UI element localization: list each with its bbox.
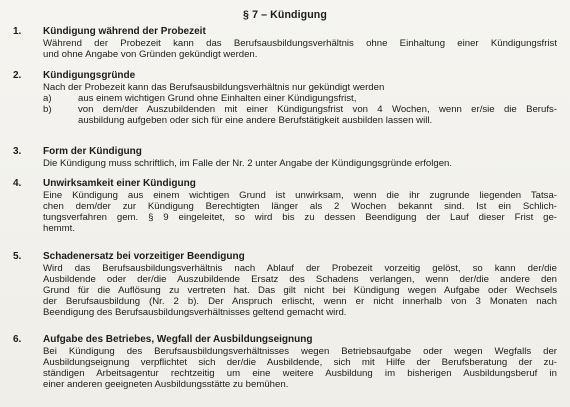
- list-marker: a): [43, 93, 52, 104]
- section-text-line: Ausbildungseignung verpflichtet sich der/die Ausbildende, sich mit Hilfe der Berufsberatung der zu-: [43, 357, 557, 368]
- section-number: 2.: [13, 70, 22, 81]
- list-item-line: ausbildung aufgeben oder sich für eine andere Berufstätigkeit ausbilden lassen will.: [78, 115, 433, 126]
- section-number: 5.: [13, 251, 22, 262]
- section-heading: Kündigung während der Probezeit: [43, 26, 206, 37]
- section-heading: Unwirksamkeit einer Kündigung: [43, 178, 196, 189]
- section-heading: Schadenersatz bei vorzeitiger Beendigung: [43, 251, 245, 262]
- section-text-line: hemmt.: [43, 223, 75, 234]
- document-title: § 7 – Kündigung: [243, 9, 327, 21]
- section-text-line: und ohne Angabe von Gründen gekündigt werden.: [43, 49, 258, 60]
- section-text-line: Beendigung des Berufsausbildungsverhältnisses geltend gemacht wird.: [43, 307, 347, 318]
- section-text-line: einer anderen geeigneten Ausbildungsstätte zu bemühen.: [43, 379, 289, 390]
- section-number: 1.: [13, 26, 22, 37]
- section-heading: Kündigungsgründe: [43, 70, 136, 81]
- list-item-line: von dem/der Auszubildenden mit einer Kündigungsfrist von 4 Wochen, wenn er/sie die Berufs-: [78, 104, 557, 115]
- section-text-line: Eine Kündigung aus einem wichtigen Grund ist unwirksam, wenn die ihr zugrunde liegenden Tatsa-: [43, 190, 557, 201]
- section-text-line: der Berufsausbildung (Nr. 2 b). Der Anspruch erlischt, wenn er nicht innerhalb von 3 Monaten nach: [43, 296, 557, 307]
- section-text-line: tungsverfahren gem. § 9 eingeleitet, so wird bis zu dessen Beendigung der Lauf dieser Frist ge-: [43, 212, 557, 223]
- section-heading: Aufgabe des Betriebes, Wegfall der Ausbildungseignung: [43, 334, 313, 345]
- section-number: 3.: [13, 146, 22, 157]
- section-text-line: Während der Probezeit kann das Berufsausbildungsverhältnis ohne Einhaltung einer Kündigungsfrist: [43, 38, 557, 49]
- section-text-line: ständigen Arbeitsagentur rechtzeitig um eine weitere Ausbildung im bisherigen Ausbildungsberuf in: [43, 368, 557, 379]
- section-text-line: Grund für die Auflösung zu vertreten hat. Das gilt nicht bei Kündigung wegen Aufgabe oder Wechsels: [43, 285, 557, 296]
- section-text-line: Die Kündigung muss schriftlich, im Falle der Nr. 2 unter Angabe der Kündigungsgründe erfolgen.: [43, 158, 453, 169]
- section-number: 4.: [13, 178, 22, 189]
- section-text-line: Nach der Probezeit kann das Berufsausbildungsverhältnis nur gekündigt werden: [43, 82, 385, 93]
- section-number: 6.: [13, 334, 22, 345]
- list-item-line: aus einem wichtigen Grund ohne Einhalten einer Kündigungsfrist,: [78, 93, 357, 104]
- section-text-line: Ausbildende oder der/die Auszubildende Ersatz des Schadens verlangen, wenn der/die andere den: [43, 274, 557, 285]
- section-text-line: chen dem/der zur Kündigung Berechtigten länger als 2 Wochen bekannt sind. Ist ein Schlich-: [43, 201, 557, 212]
- section-text-line: Bei Kündigung des Berufsausbildungsverhältnisses wegen Betriebsaufgabe oder wegen Wegfalls der: [43, 346, 557, 357]
- section-text-line: Wird das Berufsausbildungsverhältnis nach Ablauf der Probezeit vorzeitig gelöst, so kann der/die: [43, 263, 557, 274]
- list-marker: b): [43, 104, 52, 115]
- section-heading: Form der Kündigung: [43, 146, 142, 157]
